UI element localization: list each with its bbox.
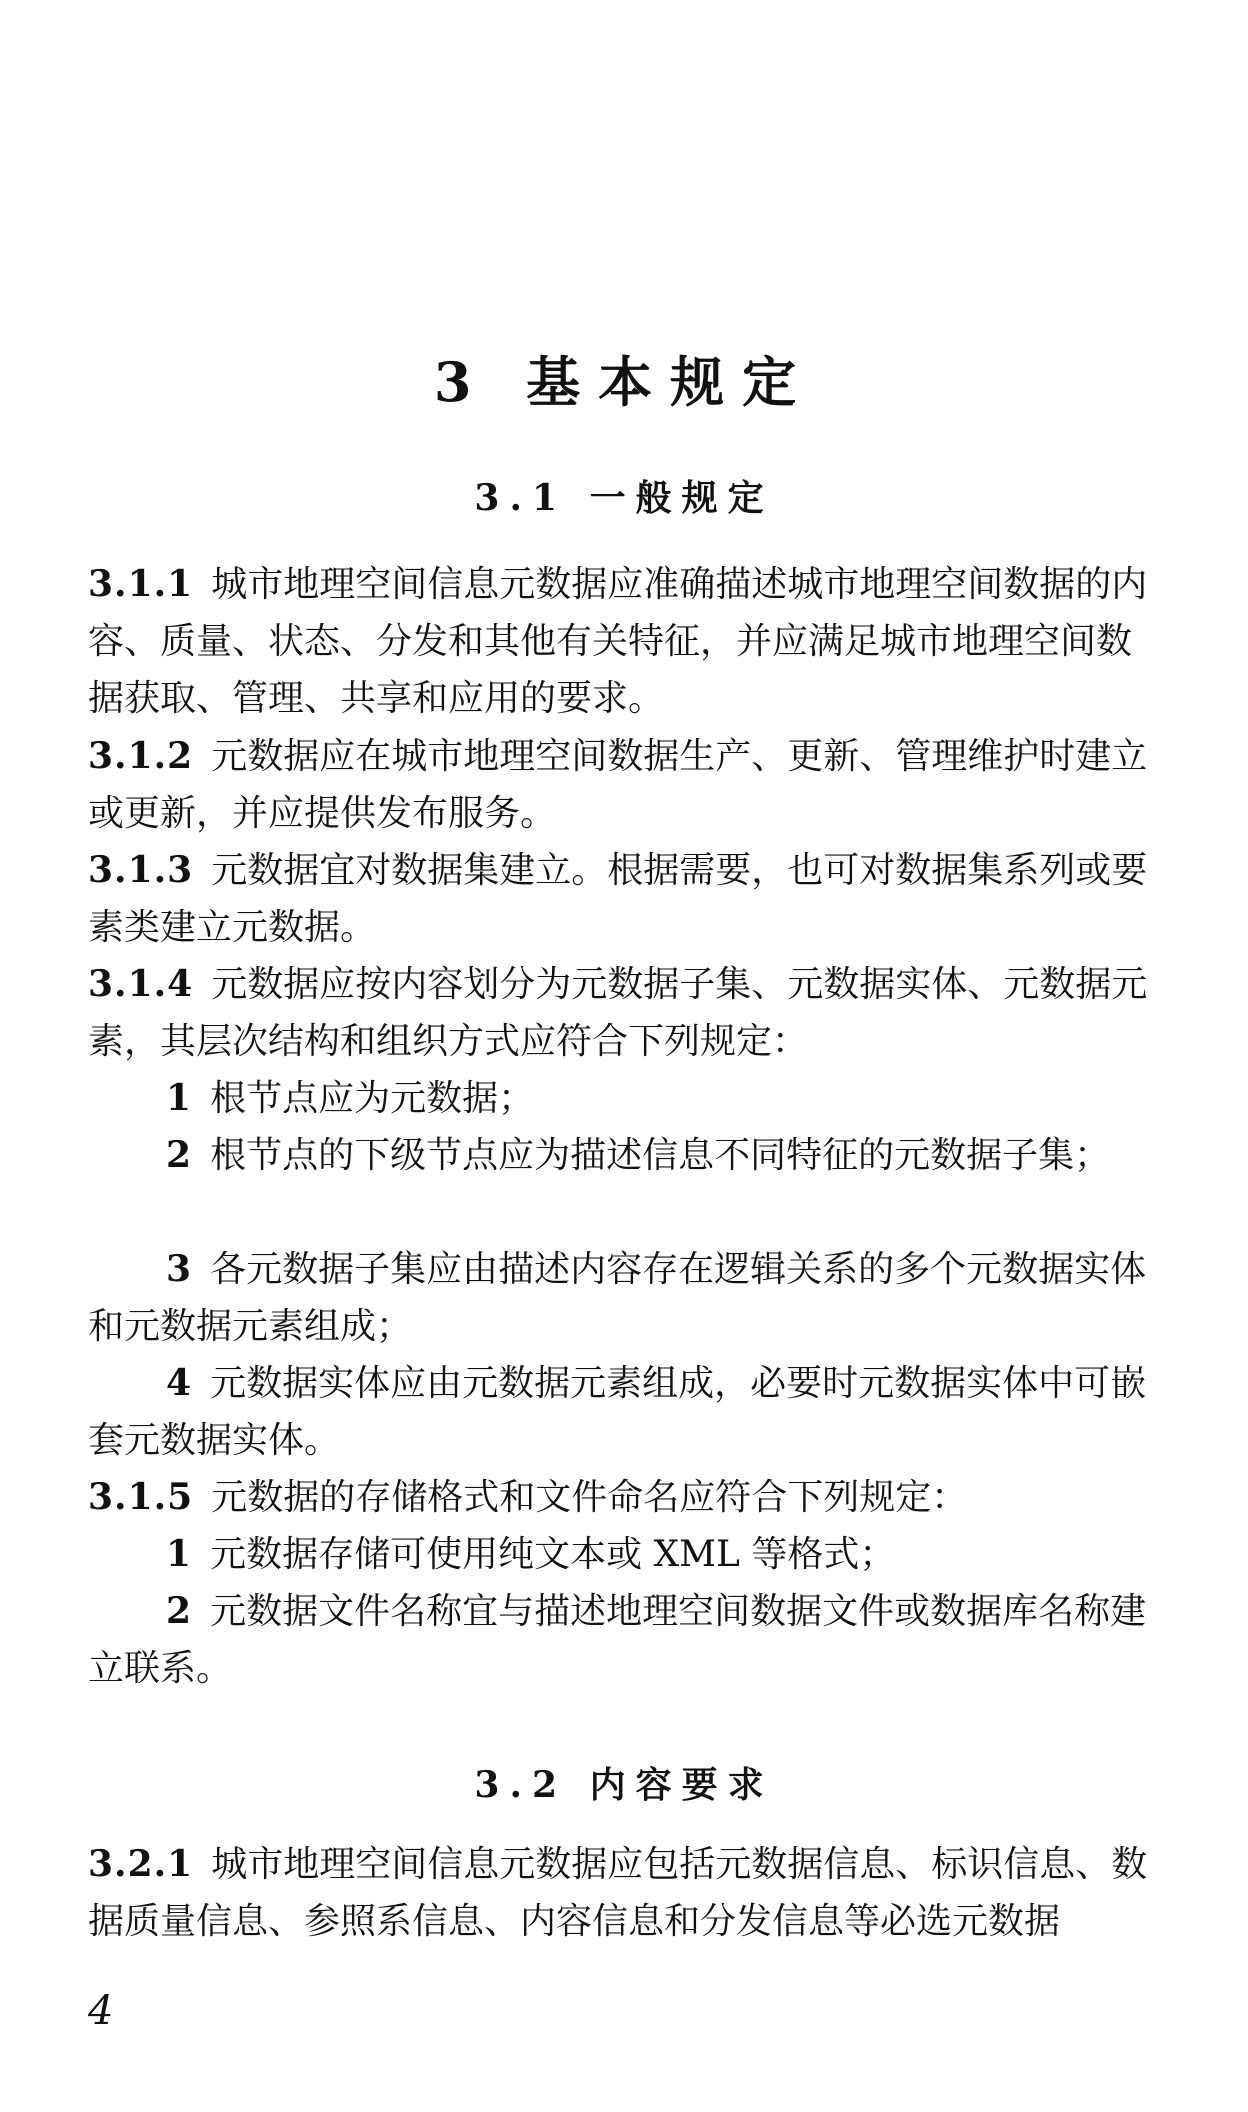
page-number: 4 [88,1988,114,2034]
item-text: 根节点的下级节点应为描述信息不同特征的元数据子集； [210,1135,1111,1176]
clause-3-1-1 [88,556,1148,727]
list-item-3-1-4-3 [88,1241,1148,1355]
clause-text: 元数据的存储格式和文件命名应符合下列规定： [211,1477,968,1518]
list-item-3-1-5-1 [88,1526,1148,1583]
item-text: 根节点应为元数据； [210,1078,535,1119]
clause-text: 城市地理空间信息元数据应准确描述城市地理空间数据的内容、质量、状态、分发和其他有关特征，并应满足城市地理空间数据获取、管理、共享和应用的要求。 [88,564,1148,719]
clause-text: 城市地理空间信息元数据应包括元数据信息、标识信息、数据质量信息、参照系信息、内容信息和分发信息等必选元数据 [88,1844,1148,1942]
list-item-3-1-5-2 [88,1583,1148,1697]
item-text: 各元数据子集应由描述内容存在逻辑关系的多个元数据实体和元数据元素组成； [88,1249,1147,1347]
clause-number: 3.1.5 [88,1476,194,1518]
clause-number: 3.1.1 [88,563,194,605]
item-number: 4 [166,1362,193,1404]
item-number: 2 [166,1134,193,1176]
clause-number: 3.2.1 [88,1843,194,1885]
clause-3-2-1 [88,1836,1148,1950]
clause-3-1-4 [88,956,1148,1070]
clause-text: 元数据宜对数据集建立。根据需要，也可对数据集系列或要素类建立元数据。 [88,850,1148,948]
list-item-3-1-4-1 [88,1070,1148,1127]
item-number: 3 [166,1248,193,1290]
clause-number: 3.1.4 [88,963,194,1005]
clause-3-1-3 [88,842,1148,956]
clause-number: 3.1.3 [88,849,194,891]
clause-text: 元数据应在城市地理空间数据生产、更新、管理维护时建立或更新，并应提供发布服务。 [88,736,1148,834]
item-number: 1 [166,1077,193,1119]
clause-text: 元数据应按内容划分为元数据子集、元数据实体、元数据元素，其层次结构和组织方式应符合下列规定： [88,964,1148,1062]
clause-3-1-5 [88,1469,1148,1526]
item-text: 元数据实体应由元数据元素组成，必要时元数据实体中可嵌套元数据实体。 [88,1363,1147,1461]
item-text: 元数据文件名称宜与描述地理空间数据文件或数据库名称建立联系。 [88,1591,1147,1689]
chapter-title: 3 基本规定 [433,350,815,414]
clause-3-1-2 [88,728,1148,842]
item-text: 元数据存储可使用纯文本或 XML 等格式； [210,1534,896,1575]
list-item-3-1-4-4 [88,1355,1148,1469]
clause-number: 3.1.2 [88,735,194,777]
item-number: 1 [166,1533,193,1575]
section-title-3-2: 3.2 内容要求 [474,1764,774,1806]
item-number: 2 [166,1590,193,1632]
list-item-3-1-4-2 [88,1127,1148,1184]
section-title-3-1: 3.1 一般规定 [474,477,774,519]
